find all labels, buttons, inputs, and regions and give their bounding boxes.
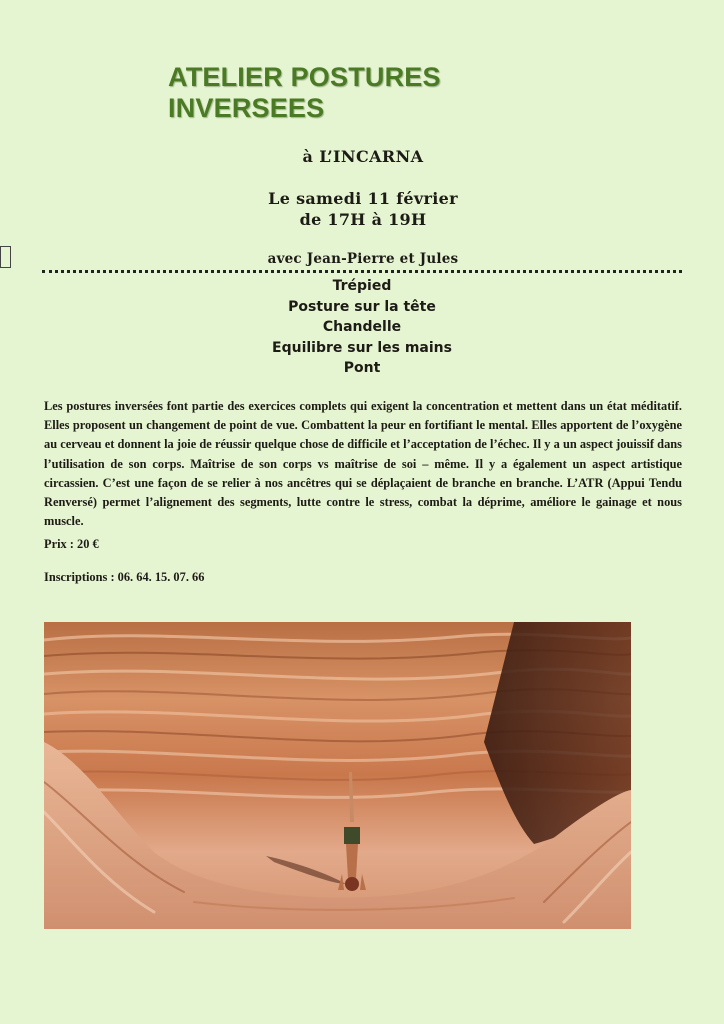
price: Prix : 20 € <box>44 537 99 551</box>
list-item: Trépied <box>332 278 392 294</box>
event-date <box>1 188 724 230</box>
title-line-2: INVERSEES <box>168 93 325 123</box>
description: Les postures inversées font partie des exercices complets qui exigent la concentration et mettent dans un état méditatif. Elles proposent un changement de point de vue. Combattent la peur en fortifiant le mental. Elles apportent de l’oxygène au cerveau et donnent la joie de réussir quelque chose de difficile et l’acceptation de l’échec. Il y a un aspect jouissif dans l’utilisation de son corps. Maîtrise de son corps vs maîtrise de soi – même. Il y a également un aspect artistique circassien. C’est une façon de se relier à nos ancêtres qui se déplaçaient de branche en branche. L’ATR (Appui Tendu Renversé) permet l’alignement des segments, lutte contre le stress, combat la déprime, améliore le gainage et nous muscle. <box>44 399 682 529</box>
postures-list <box>0 276 724 379</box>
dotted-divider <box>42 270 682 273</box>
date-day: Le samedi 11 février <box>268 189 458 208</box>
hosts: avec Jean-Pierre et Jules <box>267 251 459 267</box>
list-item: Posture sur la tête <box>288 298 436 315</box>
inscriptions-phone: Inscriptions : 06. 64. 15. 07. 66 <box>44 570 205 584</box>
date-time: de 17H à 19H <box>299 210 427 229</box>
page-title <box>168 62 441 124</box>
list-item: Pont <box>343 360 381 377</box>
photo-sandstone-headstand <box>44 622 631 929</box>
list-item: Equilibre sur les mains <box>272 339 452 356</box>
list-item: Chandelle <box>322 319 402 336</box>
title-line-1: ATELIER POSTURES <box>168 62 441 92</box>
venue: à L’INCARNA <box>302 147 424 166</box>
